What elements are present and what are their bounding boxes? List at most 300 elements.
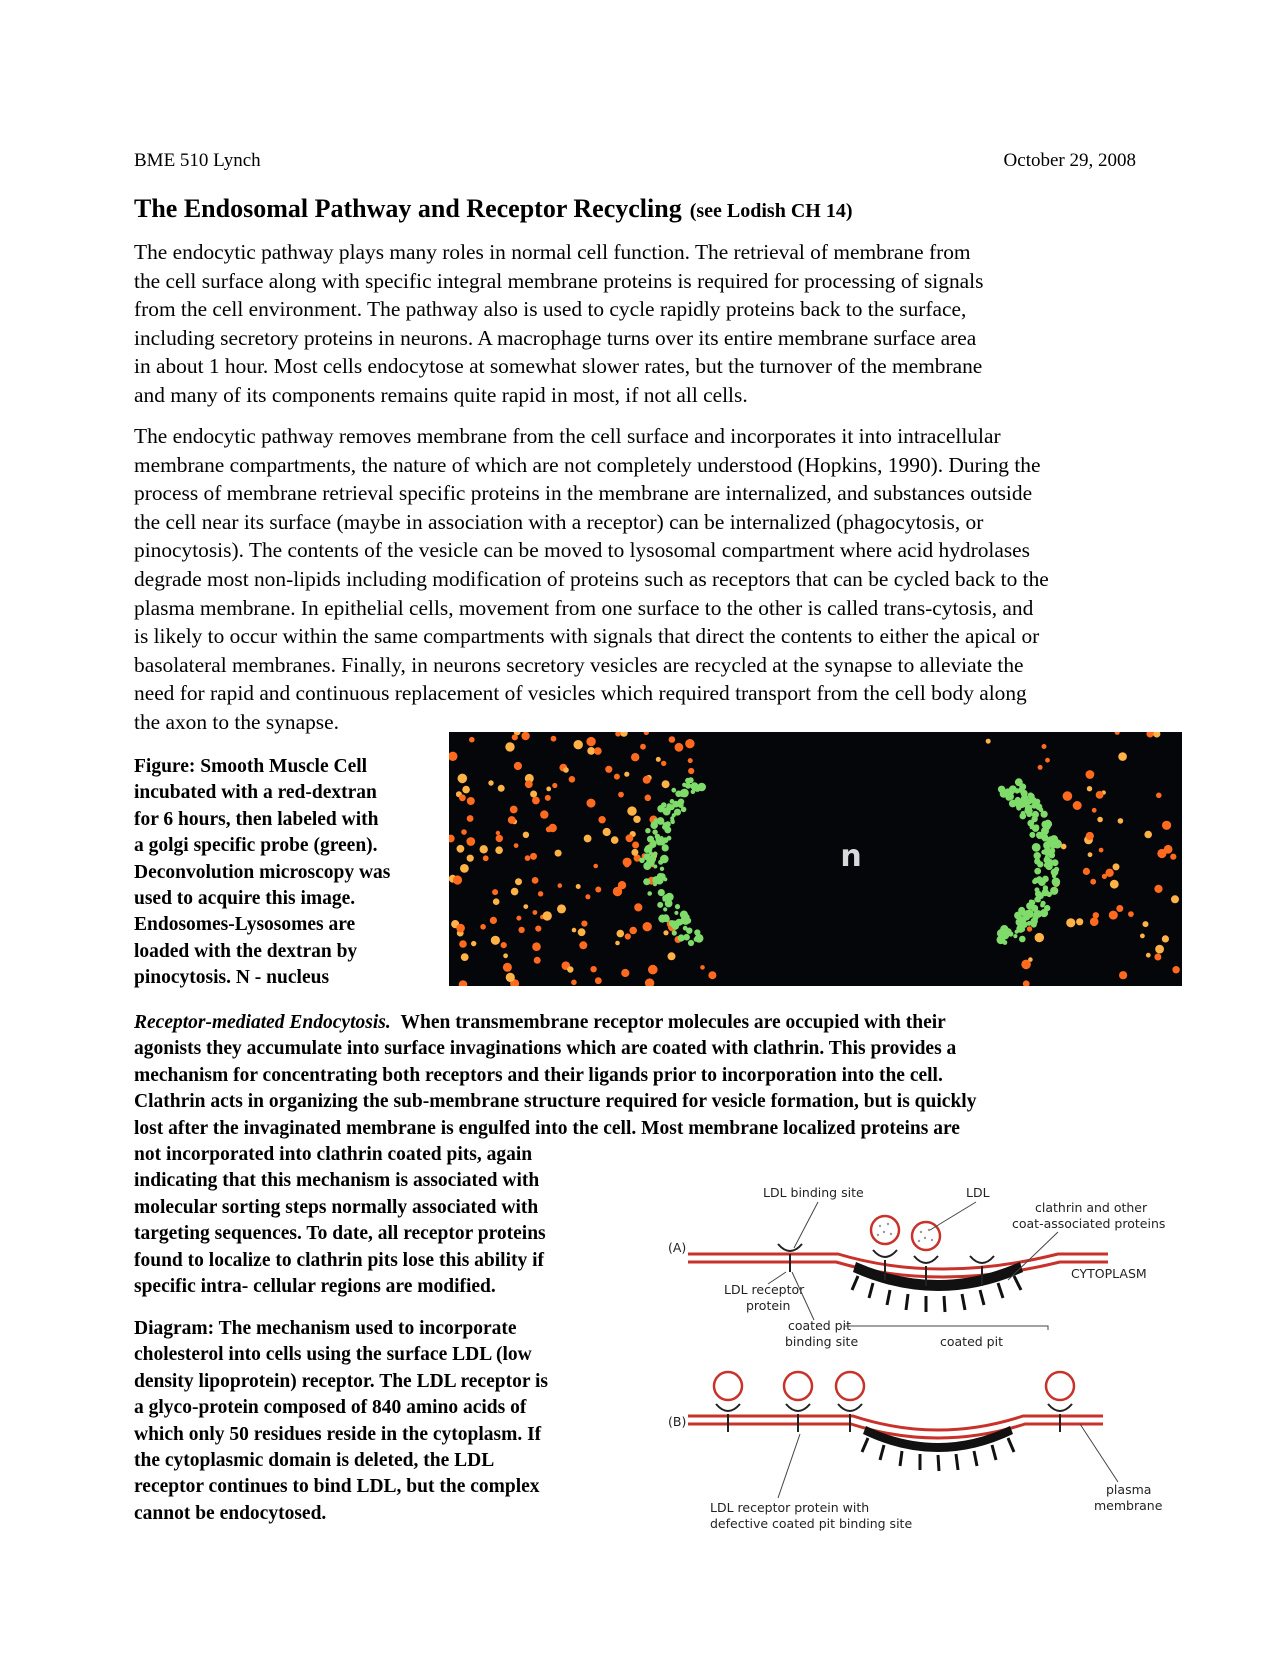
vesicle-dot (466, 837, 475, 846)
vesicle-dot (661, 761, 666, 766)
page-title (134, 194, 853, 224)
golgi-dot (1034, 868, 1041, 875)
text-line: The endocytic pathway removes membrane from the cell surface and incorporates it into intracellular (134, 424, 1001, 448)
vesicle-dot (498, 785, 505, 792)
vesicle-dot (1110, 880, 1119, 889)
golgi-dot (672, 930, 677, 935)
vesicle-dot (578, 928, 586, 936)
golgi-dot (1032, 825, 1039, 832)
vesicle-dot (1146, 953, 1151, 958)
vesicle-dot (1156, 793, 1162, 799)
golgi-dot (671, 788, 676, 793)
vesicle-dot (594, 747, 602, 755)
receptor-label-1: LDL receptor (724, 1282, 805, 1297)
vesicle-dot (533, 910, 538, 915)
golgi-dot (678, 799, 685, 806)
vesicle-dot (1073, 801, 1082, 810)
pathway-paragraph (134, 422, 1049, 737)
golgi-dot (1041, 850, 1046, 855)
vesicle-dot (503, 953, 508, 958)
vesicle-dot (453, 875, 462, 884)
vesicle-dot (574, 740, 583, 749)
golgi-dot (1044, 857, 1051, 864)
vesicle-dot (669, 736, 676, 743)
golgi-dot (643, 878, 650, 885)
vesicle-dot (535, 926, 541, 932)
vesicle-dot (543, 911, 552, 920)
caption-line: the cytoplasmic domain is deleted, the LDL (134, 1450, 495, 1472)
vesicle-dot (1118, 752, 1127, 761)
caption-line: Diagram: The mechanism used to incorporate (134, 1318, 517, 1339)
vesicle-dot (1076, 918, 1083, 925)
vesicle-dot (518, 927, 524, 933)
vesicle-dot (675, 743, 684, 752)
vesicle-dot (586, 737, 595, 746)
defective-receptor-label-2: defective coated pit binding site (710, 1516, 913, 1531)
vesicle-dot (534, 957, 541, 964)
vesicle-dot (492, 889, 498, 895)
vesicle-dot (483, 855, 489, 861)
golgi-dot (659, 873, 666, 880)
vesicle-dot (461, 953, 469, 961)
vesicle-dot (496, 835, 503, 842)
vesicle-dot (587, 747, 595, 755)
vesicle-dot (663, 930, 668, 935)
vesicle-dot (595, 977, 602, 984)
pit-site-label-1: coated pit (788, 1318, 851, 1333)
vesicle-dot (459, 794, 466, 801)
vesicle-dot (1087, 786, 1092, 791)
golgi-dot (1036, 898, 1041, 903)
vesicle-dot (626, 834, 634, 842)
vesicle-dot (456, 924, 465, 933)
vesicle-dot (1021, 960, 1031, 970)
vesicle-dot (624, 772, 629, 777)
golgi-dot (1018, 804, 1022, 808)
text-line: basolateral membranes. Finally, in neurons secretory vesicles are recycled at the synapse to alleviate the (134, 652, 1024, 677)
caption-line: used to acquire this image. (134, 888, 356, 910)
vesicle-dot (511, 888, 519, 896)
golgi-dot (694, 929, 700, 935)
golgi-dot (1034, 852, 1041, 859)
golgi-dot (649, 851, 653, 855)
vesicle-dot (633, 816, 640, 823)
vesicle-dot (1119, 971, 1127, 979)
text-line: the axon to the synapse. (134, 709, 339, 734)
caption-line: loaded with the dextran by (134, 940, 358, 962)
vesicle-dot (611, 836, 619, 844)
vesicle-dot (1154, 885, 1162, 893)
golgi-dot (1026, 910, 1033, 917)
vesicle-dot (1088, 852, 1093, 857)
vesicle-dot (546, 787, 551, 792)
vesicle-dot (1157, 849, 1166, 858)
golgi-dot (668, 804, 672, 808)
golgi-dot (688, 940, 694, 946)
pit-site-label-2: binding site (785, 1334, 859, 1349)
vesicle-dot (525, 855, 531, 861)
text-line: molecular sorting steps normally associated with (134, 1196, 539, 1218)
golgi-dot (1003, 940, 1008, 945)
vesicle-dot (662, 780, 670, 788)
vesicle-dot (1066, 918, 1075, 927)
golgi-dot (656, 839, 663, 846)
vesicle-dot (1086, 770, 1095, 779)
golgi-dot (1027, 921, 1032, 926)
golgi-dot (675, 904, 680, 909)
plasma-membrane-label-1: plasma (1106, 1482, 1152, 1497)
vesicle-dot (629, 927, 637, 935)
vesicle-dot (621, 969, 629, 977)
golgi-dot (1005, 794, 1011, 800)
vesicle-dot (571, 980, 577, 986)
vesicle-dot (668, 952, 676, 960)
vesicle-dot (567, 966, 573, 972)
golgi-dot (681, 916, 689, 924)
text-line: found to localize to clathrin pits lose this ability if (134, 1249, 545, 1271)
vesicle-dot (1154, 954, 1161, 961)
section-lead: Receptor-mediated Endocytosis. (134, 1012, 391, 1033)
vesicle-dot (523, 904, 528, 909)
golgi-dot (1042, 876, 1049, 883)
vesicle-dot (530, 853, 537, 860)
golgi-dot (1013, 934, 1017, 938)
vesicle-dot (585, 894, 590, 899)
golgi-dot (649, 855, 656, 862)
header-date: October 29, 2008 (1003, 150, 1136, 171)
golgi-dot (662, 844, 669, 851)
golgi-dot (1041, 827, 1049, 835)
vesicle-dot (508, 816, 516, 824)
vesicle-dot (467, 797, 475, 805)
vesicle-dot (579, 941, 587, 949)
golgi-dot (1052, 874, 1056, 878)
vesicle-dot (1105, 869, 1113, 877)
golgi-dot (1050, 835, 1058, 843)
ldl-particles-panel-b (714, 1372, 1074, 1400)
vesicle-dot (603, 828, 611, 836)
golgi-dot (1021, 811, 1026, 816)
vesicle-dot (708, 971, 716, 979)
vesicle-dot (558, 883, 563, 888)
text-line: membrane compartments, the nature of which are not completely understood (Hopkins, 1990). During the (134, 452, 1041, 477)
vesicle-dot (512, 734, 518, 740)
vesicle-dot (986, 739, 991, 744)
vesicle-dot (617, 930, 625, 938)
micrograph-image (449, 732, 1182, 986)
vesicle-dot (458, 774, 468, 784)
receptor-section-continued (134, 1142, 546, 1300)
vesicle-dot (563, 767, 569, 773)
vesicle-dot (1172, 966, 1179, 973)
text-line: and many of its components remains quite rapid in most, if not all cells. (134, 382, 748, 407)
caption-line: Figure: Smooth Muscle Cell (134, 756, 368, 777)
receptor-section (134, 1010, 976, 1142)
vesicle-dot (1035, 933, 1044, 942)
vesicle-dot (643, 776, 651, 784)
vesicle-dot (685, 739, 694, 748)
vesicle-dot (1097, 817, 1103, 823)
golgi-dot (693, 785, 699, 791)
vesicle-dot (523, 832, 529, 838)
leader-lines-panel-b (778, 1424, 1118, 1498)
vesicle-dot (595, 887, 601, 893)
vesicle-dot (1155, 945, 1164, 954)
panel-a-label: (A) (668, 1240, 687, 1255)
vesicle-dot (514, 762, 522, 770)
vesicle-dot (514, 843, 519, 848)
vesicle-dot (1038, 765, 1043, 770)
caption-line: Endosomes-Lysosomes are (134, 914, 356, 936)
vesicle-dot (700, 965, 705, 970)
vesicle-dot (631, 849, 638, 856)
vesicle-dot (505, 742, 514, 751)
text-line: not incorporated into clathrin coated pits, again (134, 1144, 533, 1165)
title-reference: (see Lodish CH 14) (689, 200, 853, 222)
golgi-dot (663, 907, 667, 911)
vesicle-dot (467, 855, 474, 862)
caption-line: for 6 hours, then labeled with (134, 808, 379, 830)
vesicle-dot (545, 795, 551, 801)
vesicle-dot (1096, 791, 1104, 799)
vesicle-dot (1170, 854, 1176, 860)
golgi-dot (1015, 797, 1021, 803)
vesicle-dot (1162, 935, 1169, 942)
vesicle-dot (496, 831, 500, 835)
vesicle-dot (631, 753, 639, 761)
text-line: plasma membrane. In epithelial cells, movement from one surface to the other is called trans-cytosis, and (134, 595, 1034, 620)
text-line: in about 1 hour. Most cells endocytose at somewhat slower rates, but the turnover of the membrane (134, 354, 983, 379)
golgi-dot (647, 891, 652, 896)
vesicle-dot (1099, 848, 1104, 853)
vesicle-dot (521, 732, 529, 740)
vesicle-dot (632, 842, 639, 849)
coated-pit-label: coated pit (940, 1334, 1003, 1349)
golgi-dot (1014, 788, 1019, 793)
golgi-dot (639, 858, 645, 864)
golgi-dot (674, 911, 678, 915)
vesicle-dot (501, 942, 507, 948)
vesicle-dot (546, 827, 552, 833)
vesicle-dot (593, 864, 598, 869)
golgi-dot (660, 855, 669, 864)
golgi-dot (999, 932, 1004, 937)
caption-line: incubated with a red-dextran (134, 782, 377, 804)
vesicle-dot (1143, 921, 1149, 927)
golgi-dot (1019, 936, 1026, 943)
text-line: indicating that this mechanism is associated with (134, 1170, 540, 1192)
vesicle-dot (1090, 917, 1099, 926)
text-line: from the cell environment. The pathway also is used to cycle rapidly proteins back to the surface, (134, 297, 967, 322)
vesicle-dot (598, 816, 605, 823)
vesicle-dot (576, 884, 581, 889)
diagram-caption (134, 1316, 548, 1527)
text-line: degrade most non-lipids including modification of proteins such as receptors that can be cycled back to the (134, 566, 1049, 591)
vesicle-dot (645, 795, 652, 802)
golgi-dot (1032, 879, 1037, 884)
defective-receptor-label-1: LDL receptor protein with (710, 1500, 870, 1515)
golgi-dot (686, 928, 692, 934)
golgi-dot (644, 847, 650, 853)
caption-line: pinocytosis. N - nucleus (134, 967, 330, 989)
vesicle-dot (1086, 832, 1094, 840)
vesicle-dot (552, 783, 557, 788)
vesicle-dot (1063, 791, 1073, 801)
vesicle-dot (1092, 808, 1097, 813)
golgi-dot (1020, 927, 1025, 932)
text-line: the cell surface along with specific integral membrane proteins is required for processing of signals (134, 268, 984, 293)
ldl-particles-panel-a (871, 1216, 940, 1250)
golgi-dot (1040, 903, 1045, 908)
vesicle-dot (532, 942, 541, 951)
golgi-dot (688, 777, 694, 783)
text-line: pinocytosis). The contents of the vesicle can be moved to lysosomal compartment where acid hydrolases (134, 538, 1030, 563)
vesicle-dot (1171, 895, 1179, 903)
vesicle-dot (555, 850, 562, 857)
vesicle-dot (551, 736, 557, 742)
vesicle-dot (618, 792, 624, 798)
vesicle-dot (461, 829, 467, 835)
golgi-dot (679, 790, 686, 797)
golgi-dot (1040, 909, 1048, 917)
text-line: need for rapid and continuous replacement of vesicles which required transport from the cell body along (134, 681, 1027, 706)
vesicle-dot (590, 966, 596, 972)
vesicle-dot (1162, 821, 1171, 830)
golgi-dot (685, 783, 691, 789)
vesicle-dot (581, 921, 587, 927)
vesicle-dot (510, 806, 518, 814)
vesicle-dot (569, 776, 576, 783)
text-line: the cell near its surface (maybe in association with a receptor) can be internalized (phagocytosis, or (134, 509, 984, 534)
vesicle-dot (1140, 934, 1145, 939)
vesicle-dot (506, 973, 515, 982)
vesicle-dot (572, 928, 577, 933)
vesicle-dot (1113, 863, 1120, 870)
golgi-dot (665, 900, 673, 908)
vesicle-dot (493, 898, 500, 905)
golgi-dot (694, 937, 699, 942)
caption-line: a glyco-protein composed of 840 amino acids of (134, 1397, 527, 1419)
vesicle-dot (634, 903, 642, 911)
golgi-dot (665, 821, 671, 827)
golgi-dot (1052, 878, 1061, 887)
golgi-dot (645, 828, 650, 833)
text-line: mechanism for concentrating both receptors and their ligands prior to incorporation into the cell. (134, 1064, 943, 1086)
vesicle-dot (460, 864, 469, 873)
golgi-dot (1031, 921, 1037, 927)
golgi-dot (1024, 807, 1031, 814)
vesicle-dot (1116, 905, 1123, 912)
golgi-dot (658, 915, 666, 923)
vesicle-dot (490, 917, 497, 924)
vesicle-dot (656, 757, 661, 762)
vesicle-dot (471, 941, 476, 946)
golgi-dot (1044, 863, 1049, 868)
text-line: agonists they accumulate into surface invaginations which are coated with clathrin. This provides a (134, 1038, 957, 1060)
vesicle-dot (480, 845, 488, 853)
vesicle-dot (605, 766, 612, 773)
vesicle-dot (467, 815, 474, 822)
golgi-dot (1043, 838, 1047, 842)
text-line: specific intra- cellular regions are modified. (134, 1276, 496, 1298)
vesicle-dot (623, 858, 632, 867)
clathrin-label-1: clathrin and other (1035, 1200, 1148, 1215)
text-line: lost after the invaginated membrane is engulfed into the cell. Most membrane localized proteins are (134, 1117, 960, 1139)
vesicle-dot (1118, 818, 1124, 824)
caption-line: density lipoprotein) receptor. The LDL receptor is (134, 1370, 549, 1392)
vesicle-dot (1109, 911, 1118, 920)
vesicle-dot (469, 737, 475, 743)
vesicle-dot (615, 941, 620, 946)
text-line: The endocytic pathway plays many roles in normal cell function. The retrieval of membrane from (134, 240, 971, 264)
title-main: The Endosomal Pathway and Receptor Recycling (134, 194, 682, 223)
vesicle-dot (640, 744, 646, 750)
vesicle-dot (491, 936, 500, 945)
golgi-dot (658, 889, 665, 896)
golgi-dot (671, 820, 675, 824)
golgi-dot (1049, 848, 1055, 854)
figure-caption (134, 754, 390, 992)
text-line: Clathrin acts in organizing the sub-membrane structure required for vesicle formation, but is quickly (134, 1091, 977, 1113)
caption-line: cholesterol into cells using the surface LDL (low (134, 1344, 532, 1366)
ldl-binding-site-label: LDL binding site (763, 1185, 864, 1200)
vesicle-dot (1128, 911, 1134, 917)
header-course: BME 510 Lynch (134, 150, 261, 171)
golgi-dot (660, 867, 664, 871)
vesicle-dot (538, 891, 543, 896)
golgi-dot (657, 902, 663, 908)
caption-line: cannot be endocytosed. (134, 1502, 327, 1524)
golgi-dot (672, 813, 676, 817)
golgi-dot (1035, 892, 1041, 898)
text-line: When transmembrane receptor molecules are occupied with their (400, 1012, 946, 1033)
intro-paragraph (134, 238, 983, 410)
vesicle-dot (614, 774, 620, 780)
ldl-label: LDL (966, 1185, 990, 1200)
vesicle-dot (613, 887, 622, 896)
nucleus-label: n (840, 839, 862, 874)
golgi-dot (1043, 841, 1051, 849)
vesicle-dot (648, 965, 658, 975)
vesicle-dot (515, 878, 522, 885)
vesicle-dot (488, 780, 493, 785)
golgi-dot (653, 882, 657, 886)
golgi-dot (647, 836, 654, 843)
golgi-dot (672, 922, 679, 929)
vesicle-dot (643, 922, 652, 931)
vesicle-dot (688, 768, 694, 774)
golgi-dot (1030, 900, 1034, 904)
caption-line: receptor continues to bind LDL, but the complex (134, 1476, 540, 1498)
section-first-line (134, 1010, 976, 1036)
vesicle-dot (587, 799, 596, 808)
golgi-dot (1047, 892, 1052, 897)
vesicle-dot (627, 806, 636, 815)
vesicle-dot (1083, 868, 1090, 875)
golgi-dot (1043, 885, 1048, 890)
vesicle-dot (530, 791, 537, 798)
golgi-dot (653, 865, 657, 869)
vesicle-dot (1090, 879, 1096, 885)
vesicle-dot (1042, 744, 1047, 749)
caption-line: Deconvolution microscopy was (134, 861, 391, 883)
text-line: targeting sequences. To date, all receptor proteins (134, 1223, 546, 1245)
vesicle-dot (557, 904, 566, 913)
golgi-dot (1032, 843, 1041, 852)
caption-line: which only 50 residues reside in the cytoplasm. If (134, 1423, 542, 1445)
golgi-dot (1028, 820, 1033, 825)
vesicle-dot (495, 846, 503, 854)
